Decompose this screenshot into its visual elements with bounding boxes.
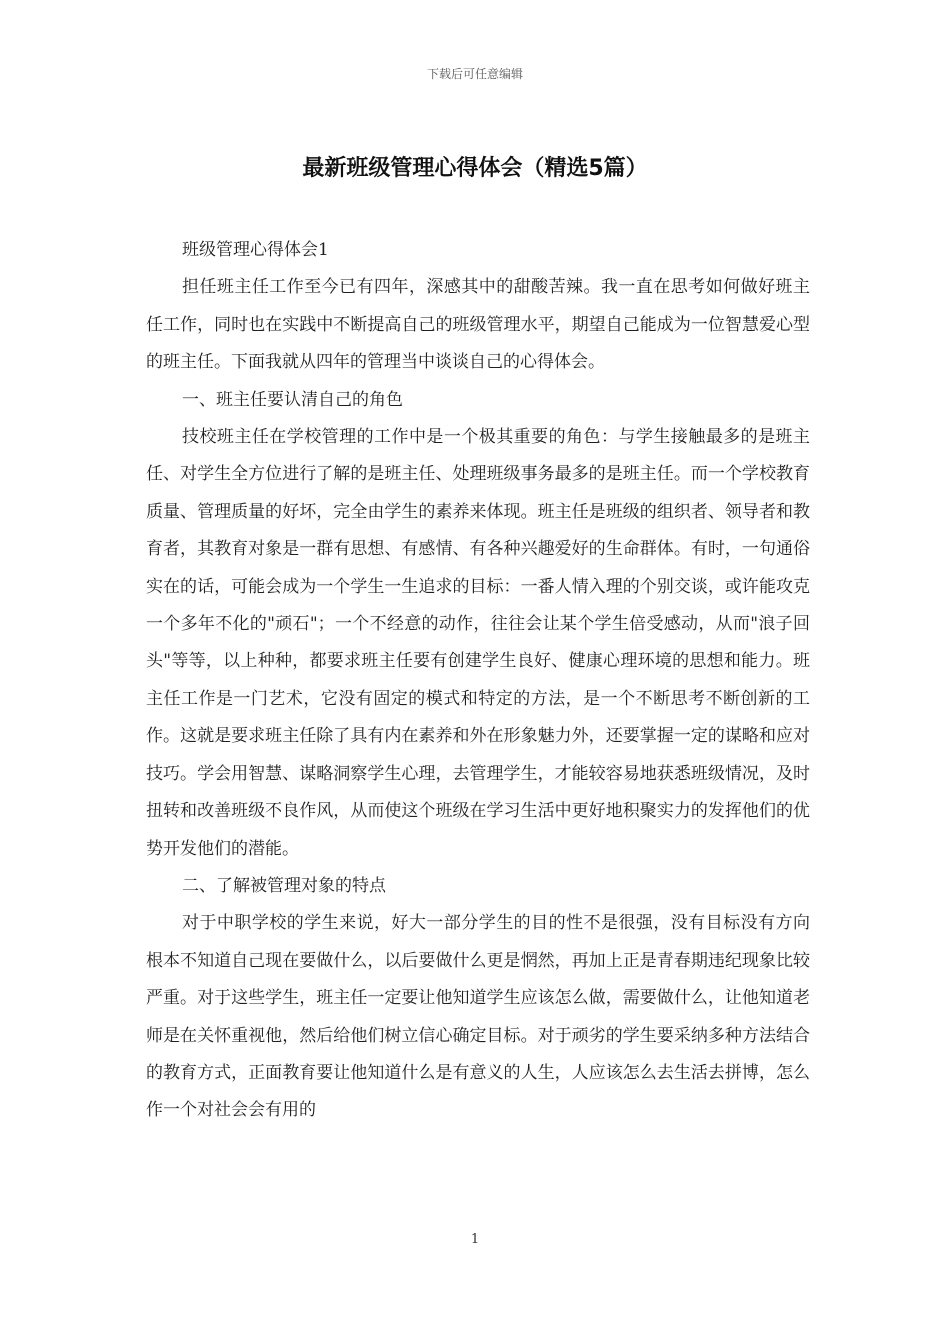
body-paragraph: 对于中职学校的学生来说，好大一部分学生的目的性不是很强，没有目标没有方向根本不知道自己现在要做什么，以后要做什么更是惘然，再加上正是青春期违纪现象比较严重。对于这些学生，班主任一定要让他知道学生应该怎么做，需要做什么，让他知道老师是在关怀重视他，然后给他们树立信心确定目标。对于顽劣的学生要采纳多种方法结合的教育方式，正面教育要让他知道什么是有意义的人生，人应该怎么去生活去拼博，怎么作一个对社会会有用的: [146, 913, 810, 1121]
body-paragraph: 技校班主任在学校管理的工作中是一个极其重要的角色：与学生接触最多的是班主任、对学生全方位进行了解的是班主任、处理班级事务最多的是班主任。而一个学校教育质量、管理质量的好坏，完全由学生的素养来体现。班主任是班级的组织者、领导者和教育者，其教育对象是一群有思想、有感情、有各种兴趣爱好的生命群体。有时，一句通俗实在的话，可能会成为一个学生一生追求的目标：一番人情入理的个别交谈，或许能攻克一个多年不化的"顽石"；一个不经意的动作，往往会让某个学生倍受感动，从而"浪子回头"等等，以上种种，都要求班主任要有创建学生良好、健康心理环境的思想和能力。班主任工作是一门艺术，它没有固定的模式和特定的方法，是一个不断思考不断创新的工作。这就是要求班主任除了具有内在素养和外在形象魅力外，还要掌握一定的谋略和应对技巧。学会用智慧、谋略洞察学生心理，去管理学生，才能较容易地获悉班级情况，及时扭转和改善班级不良作风，从而使这个班级在学习生活中更好地积聚实力的发挥他们的优势开发他们的潜能。: [146, 427, 810, 859]
body-paragraph: 担任班主任工作至今已有四年，深感其中的甜酸苦辣。我一直在思考如何做好班主任工作，同时也在实践中不断提高自己的班级管理水平，期望自己能成为一位智慧爱心型的班主任。下面我就从四年的管理当中谈谈自己的心得体会。: [146, 277, 810, 373]
section-heading-1: 班级管理心得体会1: [182, 240, 329, 260]
subsection-heading: 二、了解被管理对象的特点: [182, 875, 386, 896]
header-note: 下载后可任意编辑: [426, 67, 523, 81]
document-body: [146, 232, 810, 1130]
subsection-heading: 一、班主任要认清自己的角色: [182, 389, 403, 410]
document-title: 最新班级管理心得体会（精选5篇）: [302, 156, 648, 181]
page-number: 1: [470, 1232, 480, 1247]
